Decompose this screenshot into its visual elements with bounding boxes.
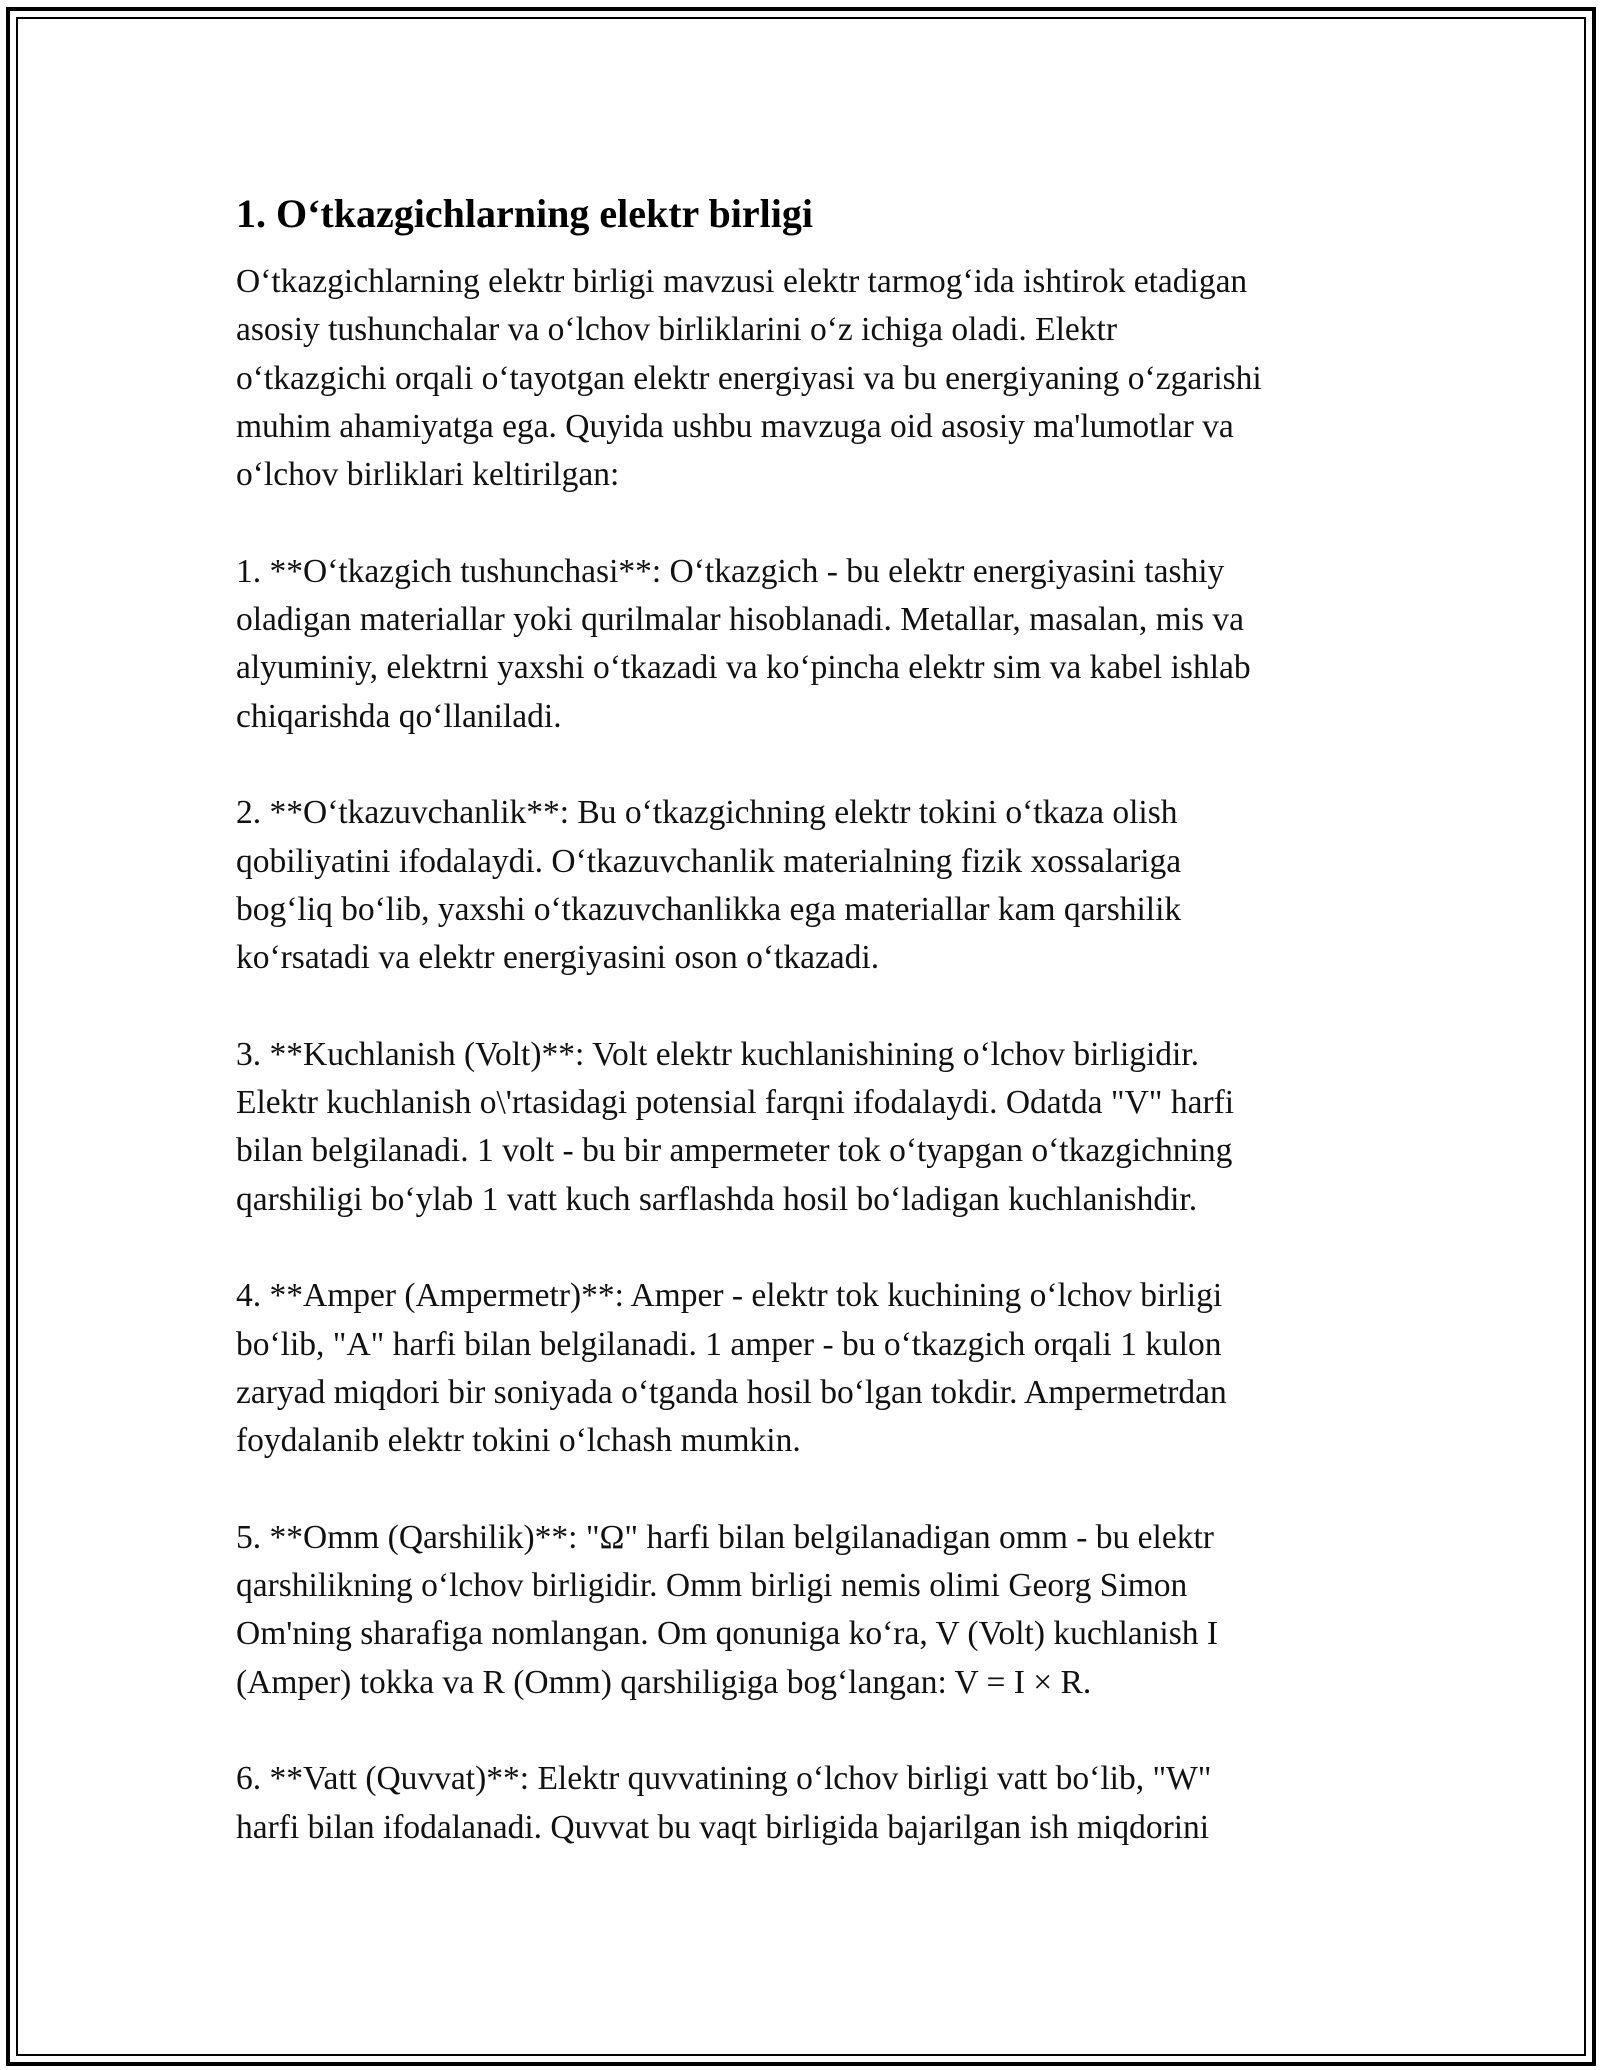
- paragraph-line: Elektr kuchlanish o\'rtasidagi potensial farqni ifodalaydi. Odatda "V" harfi: [236, 1084, 1235, 1122]
- paragraph-line: alyuminiy, elektrni yaxshi o‘tkazadi va ko‘pincha elektr sim va kabel ishlab: [236, 649, 1251, 687]
- list-item-ohm: [236, 1514, 1386, 1707]
- list-item-conductivity: [236, 789, 1386, 982]
- list-item-conductor: [236, 548, 1386, 741]
- list-item-voltage: [236, 1031, 1386, 1224]
- intro-paragraph: [236, 258, 1386, 499]
- paragraph-line: asosiy tushunchalar va o‘lchov birliklarini o‘z ichiga oladi. Elektr: [236, 311, 1117, 349]
- paragraph-line: chiqarishda qo‘llaniladi.: [236, 697, 562, 735]
- paragraph-line: 5. **Omm (Qarshilik)**: "Ω" harfi bilan belgilanadigan omm - bu elektr: [236, 1518, 1214, 1556]
- paragraph-line: qarshilikning o‘lchov birligidir. Omm birligi nemis olimi Georg Simon: [236, 1567, 1188, 1605]
- paragraph-line: Om'ning sharafiga nomlangan. Om qonuniga ko‘ra, V (Volt) kuchlanish I: [236, 1615, 1219, 1653]
- paragraph-line: muhim ahamiyatga ega. Quyida ushbu mavzuga oid asosiy ma'lumotlar va: [236, 407, 1234, 445]
- list-item-ampere: [236, 1272, 1386, 1465]
- paragraph-line: 6. **Vatt (Quvvat)**: Elektr quvvatining o‘lchov birligi vatt bo‘lib, "W": [236, 1760, 1212, 1798]
- paragraph-line: (Amper) tokka va R (Omm) qarshiligiga bog‘langan: V = I × R.: [236, 1663, 1092, 1701]
- document-body: [236, 186, 1386, 1900]
- paragraph-line: 2. **O‘tkazuvchanlik**: Bu o‘tkazgichning elektr tokini o‘tkaza olish: [236, 794, 1178, 832]
- paragraph-line: o‘tkazgichi orqali o‘tayotgan elektr energiyasi va bu energiyaning o‘zgarishi: [236, 359, 1262, 397]
- paragraph-line: ko‘rsatadi va elektr energiyasini oson o‘tkazadi.: [236, 939, 880, 977]
- paragraph-line: qobiliyatini ifodalaydi. O‘tkazuvchanlik materialning fizik xossalariga: [236, 842, 1182, 880]
- paragraph-line: o‘lchov birliklari keltirilgan:: [236, 456, 620, 494]
- paragraph-line: zaryad miqdori bir soniyada o‘tganda hosil bo‘lgan tokdir. Ampermetrdan: [236, 1373, 1227, 1411]
- paragraph-line: O‘tkazgichlarning elektr birligi mavzusi elektr tarmog‘ida ishtirok etadigan: [236, 263, 1248, 300]
- paragraph-line: 3. **Kuchlanish (Volt)**: Volt elektr kuchlanishining o‘lchov birligidir.: [236, 1035, 1200, 1073]
- paragraph-line: 4. **Amper (Ampermetr)**: Amper - elektr tok kuchining o‘lchov birligi: [236, 1277, 1223, 1315]
- paragraph-line: bilan belgilanadi. 1 volt - bu bir ampermeter tok o‘tyapgan o‘tkazgichning: [236, 1132, 1233, 1170]
- paragraph-line: harfi bilan ifodalanadi. Quvvat bu vaqt birligida bajarilgan ish miqdorini: [236, 1808, 1210, 1846]
- paragraph-line: bo‘lib, "A" harfi bilan belgilanadi. 1 amper - bu o‘tkazgich orqali 1 kulon: [236, 1325, 1222, 1363]
- list-item-watt: [236, 1755, 1386, 1852]
- paragraph-line: foydalanib elektr tokini o‘lchash mumkin.: [236, 1422, 801, 1460]
- paragraph-line: qarshiligi bo‘ylab 1 vatt kuch sarflashda hosil bo‘ladigan kuchlanishdir.: [236, 1180, 1198, 1218]
- paragraph-line: bog‘liq bo‘lib, yaxshi o‘tkazuvchanlikka ega materiallar kam qarshilik: [236, 890, 1182, 928]
- paragraph-line: 1. **O‘tkazgich tushunchasi**: O‘tkazgich - bu elektr energiyasini tashiy: [236, 552, 1225, 590]
- paragraph-line: oladigan materiallar yoki qurilmalar hisoblanadi. Metallar, masalan, mis va: [236, 601, 1244, 639]
- document-title: 1. O‘tkazgichlarning elektr birligi: [236, 191, 814, 236]
